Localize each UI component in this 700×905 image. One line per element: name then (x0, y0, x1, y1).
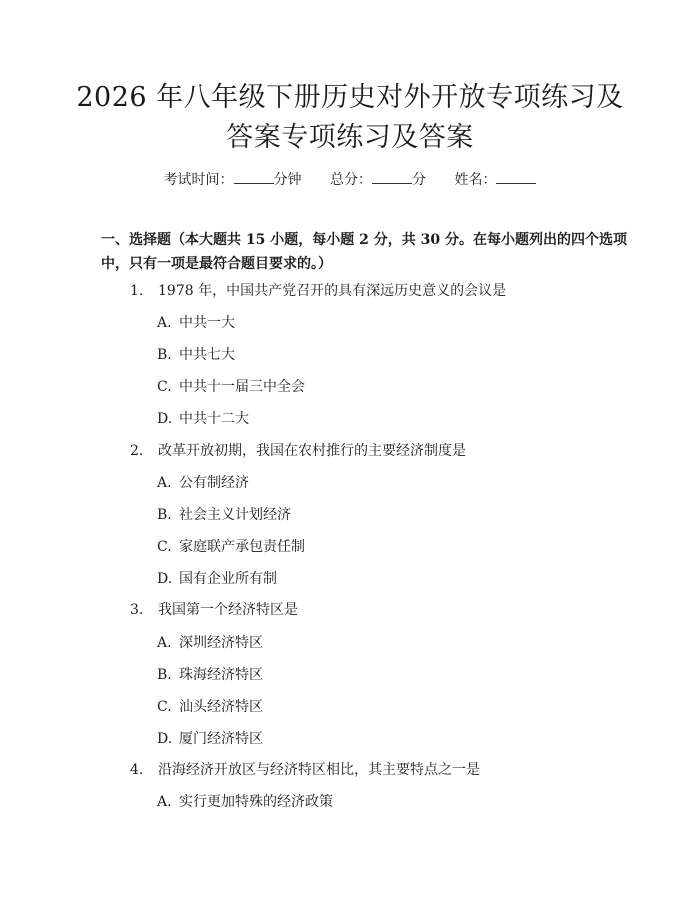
q1-option-d[interactable] (157, 409, 249, 429)
option-letter: A. (157, 635, 172, 651)
question-text: 沿海经济开放区与经济特区相比，其主要特点之一是 (158, 762, 480, 778)
option-letter: D. (157, 411, 173, 427)
q3-option-c[interactable] (157, 697, 263, 717)
option-text: 社会主义计划经济 (179, 507, 291, 523)
option-letter: C. (157, 539, 172, 555)
question-text: 我国第一个经济特区是 (158, 602, 298, 618)
option-letter: A. (157, 794, 172, 810)
time-unit: 分钟 (273, 172, 302, 188)
question-number: 1. (130, 283, 144, 299)
page-title (0, 78, 700, 158)
q2-option-a[interactable] (157, 473, 249, 493)
q3-option-d[interactable] (157, 729, 263, 749)
time-label: 考试时间： (163, 172, 234, 188)
option-text: 深圳经济特区 (179, 635, 263, 651)
option-letter: B. (157, 507, 172, 523)
question-3 (130, 600, 298, 620)
time-field (164, 172, 306, 188)
option-text: 家庭联产承包责任制 (179, 539, 305, 555)
option-letter: A. (157, 315, 172, 331)
question-2 (130, 441, 466, 461)
option-text: 中共十一届三中全会 (179, 379, 305, 395)
q3-option-b[interactable] (157, 665, 263, 685)
title-line-1: 2026 年八年级下册历史对外开放专项练习及 (76, 82, 624, 113)
name-field (454, 172, 536, 188)
option-text: 汕头经济特区 (179, 699, 263, 715)
q1-option-a[interactable] (157, 313, 235, 333)
option-letter: C. (157, 699, 172, 715)
score-unit: 分 (412, 172, 426, 188)
question-text: 1978 年，中国共产党召开的具有深远历史意义的会议是 (158, 283, 507, 299)
option-letter: C. (157, 379, 172, 395)
option-letter: A. (157, 475, 172, 491)
q1-option-b[interactable] (157, 345, 235, 365)
option-text: 公有制经济 (179, 475, 249, 491)
option-text: 珠海经济特区 (179, 667, 263, 683)
option-letter: D. (157, 731, 173, 747)
option-text: 厦门经济特区 (179, 731, 263, 747)
q2-option-c[interactable] (157, 537, 305, 557)
question-number: 4. (130, 762, 144, 778)
score-blank (372, 171, 412, 184)
option-letter: B. (157, 667, 172, 683)
score-label: 总分： (330, 172, 372, 188)
option-text: 实行更加特殊的经济政策 (179, 794, 333, 810)
q2-option-b[interactable] (157, 505, 291, 525)
option-letter: D. (157, 571, 173, 587)
q1-option-c[interactable] (157, 377, 305, 397)
question-1 (130, 281, 506, 301)
question-4 (130, 760, 480, 780)
exam-meta (0, 169, 700, 189)
option-text: 中共七大 (179, 347, 235, 363)
section-heading: 一、选择题（本大题共 15 小题，每小题 2 分，共 30 分。在每小题列出的四个选项中，只有一项是最符合题目要求的。） (101, 232, 627, 272)
q3-option-a[interactable] (157, 633, 263, 653)
q4-option-a[interactable] (157, 792, 333, 812)
title-line-2: 答案专项练习及答案 (226, 122, 474, 153)
option-text: 中共一大 (179, 315, 235, 331)
option-text: 中共十二大 (179, 411, 249, 427)
time-blank (234, 171, 274, 184)
q2-option-d[interactable] (157, 569, 277, 589)
score-field (330, 172, 430, 188)
option-text: 国有企业所有制 (179, 571, 277, 587)
question-number: 2. (130, 443, 144, 459)
question-text: 改革开放初期，我国在农村推行的主要经济制度是 (158, 443, 466, 459)
option-letter: B. (157, 347, 172, 363)
question-number: 3. (130, 602, 144, 618)
name-label: 姓名： (454, 172, 497, 188)
name-blank (496, 171, 536, 184)
